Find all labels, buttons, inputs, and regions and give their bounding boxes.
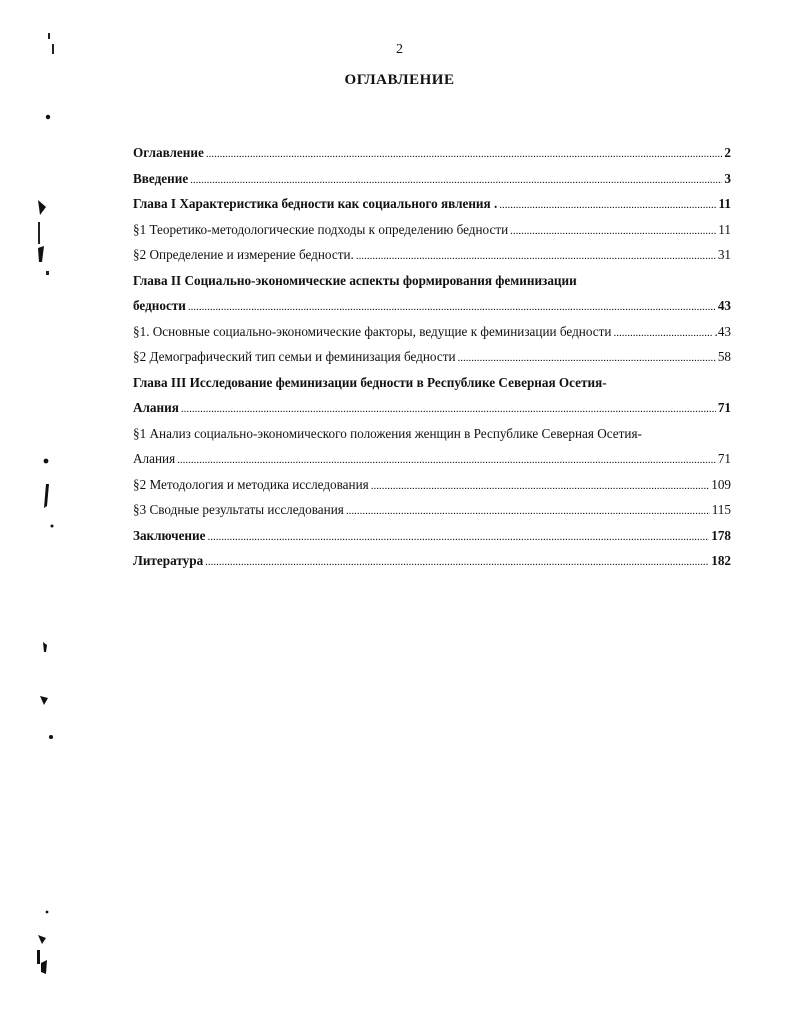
scan-speck <box>41 960 47 974</box>
toc-entry-label: §3 Сводные результаты исследования <box>133 502 344 517</box>
toc-entry-label: Алания <box>133 451 176 466</box>
toc-leader-dots <box>205 552 709 571</box>
scan-speck <box>46 911 49 914</box>
scan-artifacts <box>0 0 70 1034</box>
toc-leader-dots <box>188 297 716 316</box>
toc-leader-dots <box>356 246 716 265</box>
toc-entry-chapter-1-section-1[interactable] <box>133 221 731 247</box>
toc-entry-chapter-2-title[interactable]: Глава II Социально-экономические аспекты формирования феминизации <box>133 272 577 288</box>
toc-entry-label: Заключение <box>133 527 206 543</box>
toc-entry-chapter-3-section-1[interactable] <box>133 450 731 476</box>
toc-entry-page: 58 <box>717 349 731 364</box>
scan-speck <box>48 33 50 39</box>
toc-leader-dots <box>177 450 716 469</box>
toc-leader-dots <box>206 144 723 163</box>
toc-leader-dots <box>458 348 716 367</box>
toc-leader-dots <box>181 399 716 418</box>
toc-entry-chapter-2-section-2[interactable] <box>133 348 731 374</box>
scan-speck <box>46 115 50 119</box>
scan-speck <box>38 200 46 215</box>
toc-entry-introduction[interactable] <box>133 170 731 196</box>
toc-entry-label: §2 Методология и методика исследования <box>133 476 369 492</box>
toc-entry-chapter-3-section-3[interactable] <box>133 501 731 527</box>
toc-leader-dots <box>346 501 710 520</box>
toc-entry-page: 31 <box>717 247 731 262</box>
toc-entry-label: Глава I Характеристика бедности как социального явления . <box>133 196 498 211</box>
toc-leader-dots <box>613 323 712 342</box>
toc-entry-chapter-1-section-2[interactable] <box>133 246 731 272</box>
scan-speck <box>49 735 53 739</box>
scan-speck <box>40 696 48 705</box>
toc-entry-page: 178 <box>711 527 731 543</box>
toc-entry-chapter-1[interactable] <box>133 195 731 221</box>
toc-entry-chapter-3-section-2[interactable] <box>133 476 731 502</box>
toc-entry-page: .43 <box>714 323 731 339</box>
toc-leader-dots <box>499 195 716 214</box>
scan-speck <box>38 246 44 262</box>
toc-entry-contents[interactable] <box>133 144 731 170</box>
scan-speck <box>46 271 49 275</box>
toc-entry-page: 71 <box>717 451 731 466</box>
page-number: 2 <box>396 42 403 57</box>
page-title: ОГЛАВЛЕНИЕ <box>344 72 455 88</box>
toc-entry-chapter-3-section-1-title[interactable]: §1 Анализ социально-экономического положения женщин в Республике Северная Осетия- <box>133 425 642 441</box>
toc-entry-page: 11 <box>718 196 731 211</box>
toc-entry-page: 109 <box>711 476 731 492</box>
toc-entry-label: §1 Теоретико-методологические подходы к определению бедности <box>133 221 509 237</box>
toc-leader-dots <box>190 170 722 189</box>
table-of-contents <box>133 144 731 578</box>
toc-leader-dots <box>207 527 709 546</box>
toc-entry-label: Алания <box>133 400 179 415</box>
toc-entry-page: 115 <box>711 502 731 517</box>
toc-entry-label: бедности <box>133 298 186 313</box>
scan-speck <box>38 222 40 244</box>
toc-entry-chapter-2-section-1[interactable] <box>133 323 731 349</box>
toc-leader-dots <box>371 476 710 495</box>
toc-entry-conclusion[interactable] <box>133 527 731 553</box>
toc-leader-dots <box>510 221 716 240</box>
toc-entry-label: §1. Основные социально-экономические факторы, ведущие к феминизации бедности <box>133 323 612 339</box>
toc-entry-label: Литература <box>133 553 204 568</box>
toc-entry-page: 182 <box>711 553 731 568</box>
toc-entry-chapter-2[interactable] <box>133 297 731 323</box>
scan-speck <box>44 484 49 508</box>
toc-entry-label: Оглавление <box>133 145 204 160</box>
toc-entry-page: 11 <box>718 221 731 237</box>
toc-entry-page: 3 <box>724 170 731 186</box>
toc-entry-label: Введение <box>133 170 189 186</box>
scan-speck <box>44 459 49 464</box>
toc-entry-page: 71 <box>717 400 731 415</box>
toc-entry-page: 2 <box>724 145 731 160</box>
toc-entry-chapter-3-title[interactable]: Глава III Исследование феминизации бедности в Республике Северная Осетия- <box>133 374 607 390</box>
scan-speck <box>51 525 54 528</box>
scan-speck <box>37 950 40 964</box>
scan-speck <box>52 44 54 54</box>
toc-entry-label: §2 Определение и измерение бедности. <box>133 247 354 262</box>
scan-speck <box>43 642 47 652</box>
toc-entry-literature[interactable] <box>133 552 731 578</box>
toc-entry-label: §2 Демографический тип семьи и феминизация бедности <box>133 349 456 364</box>
toc-entry-page: 43 <box>717 298 731 313</box>
scan-speck <box>38 935 46 944</box>
toc-entry-chapter-3[interactable] <box>133 399 731 425</box>
